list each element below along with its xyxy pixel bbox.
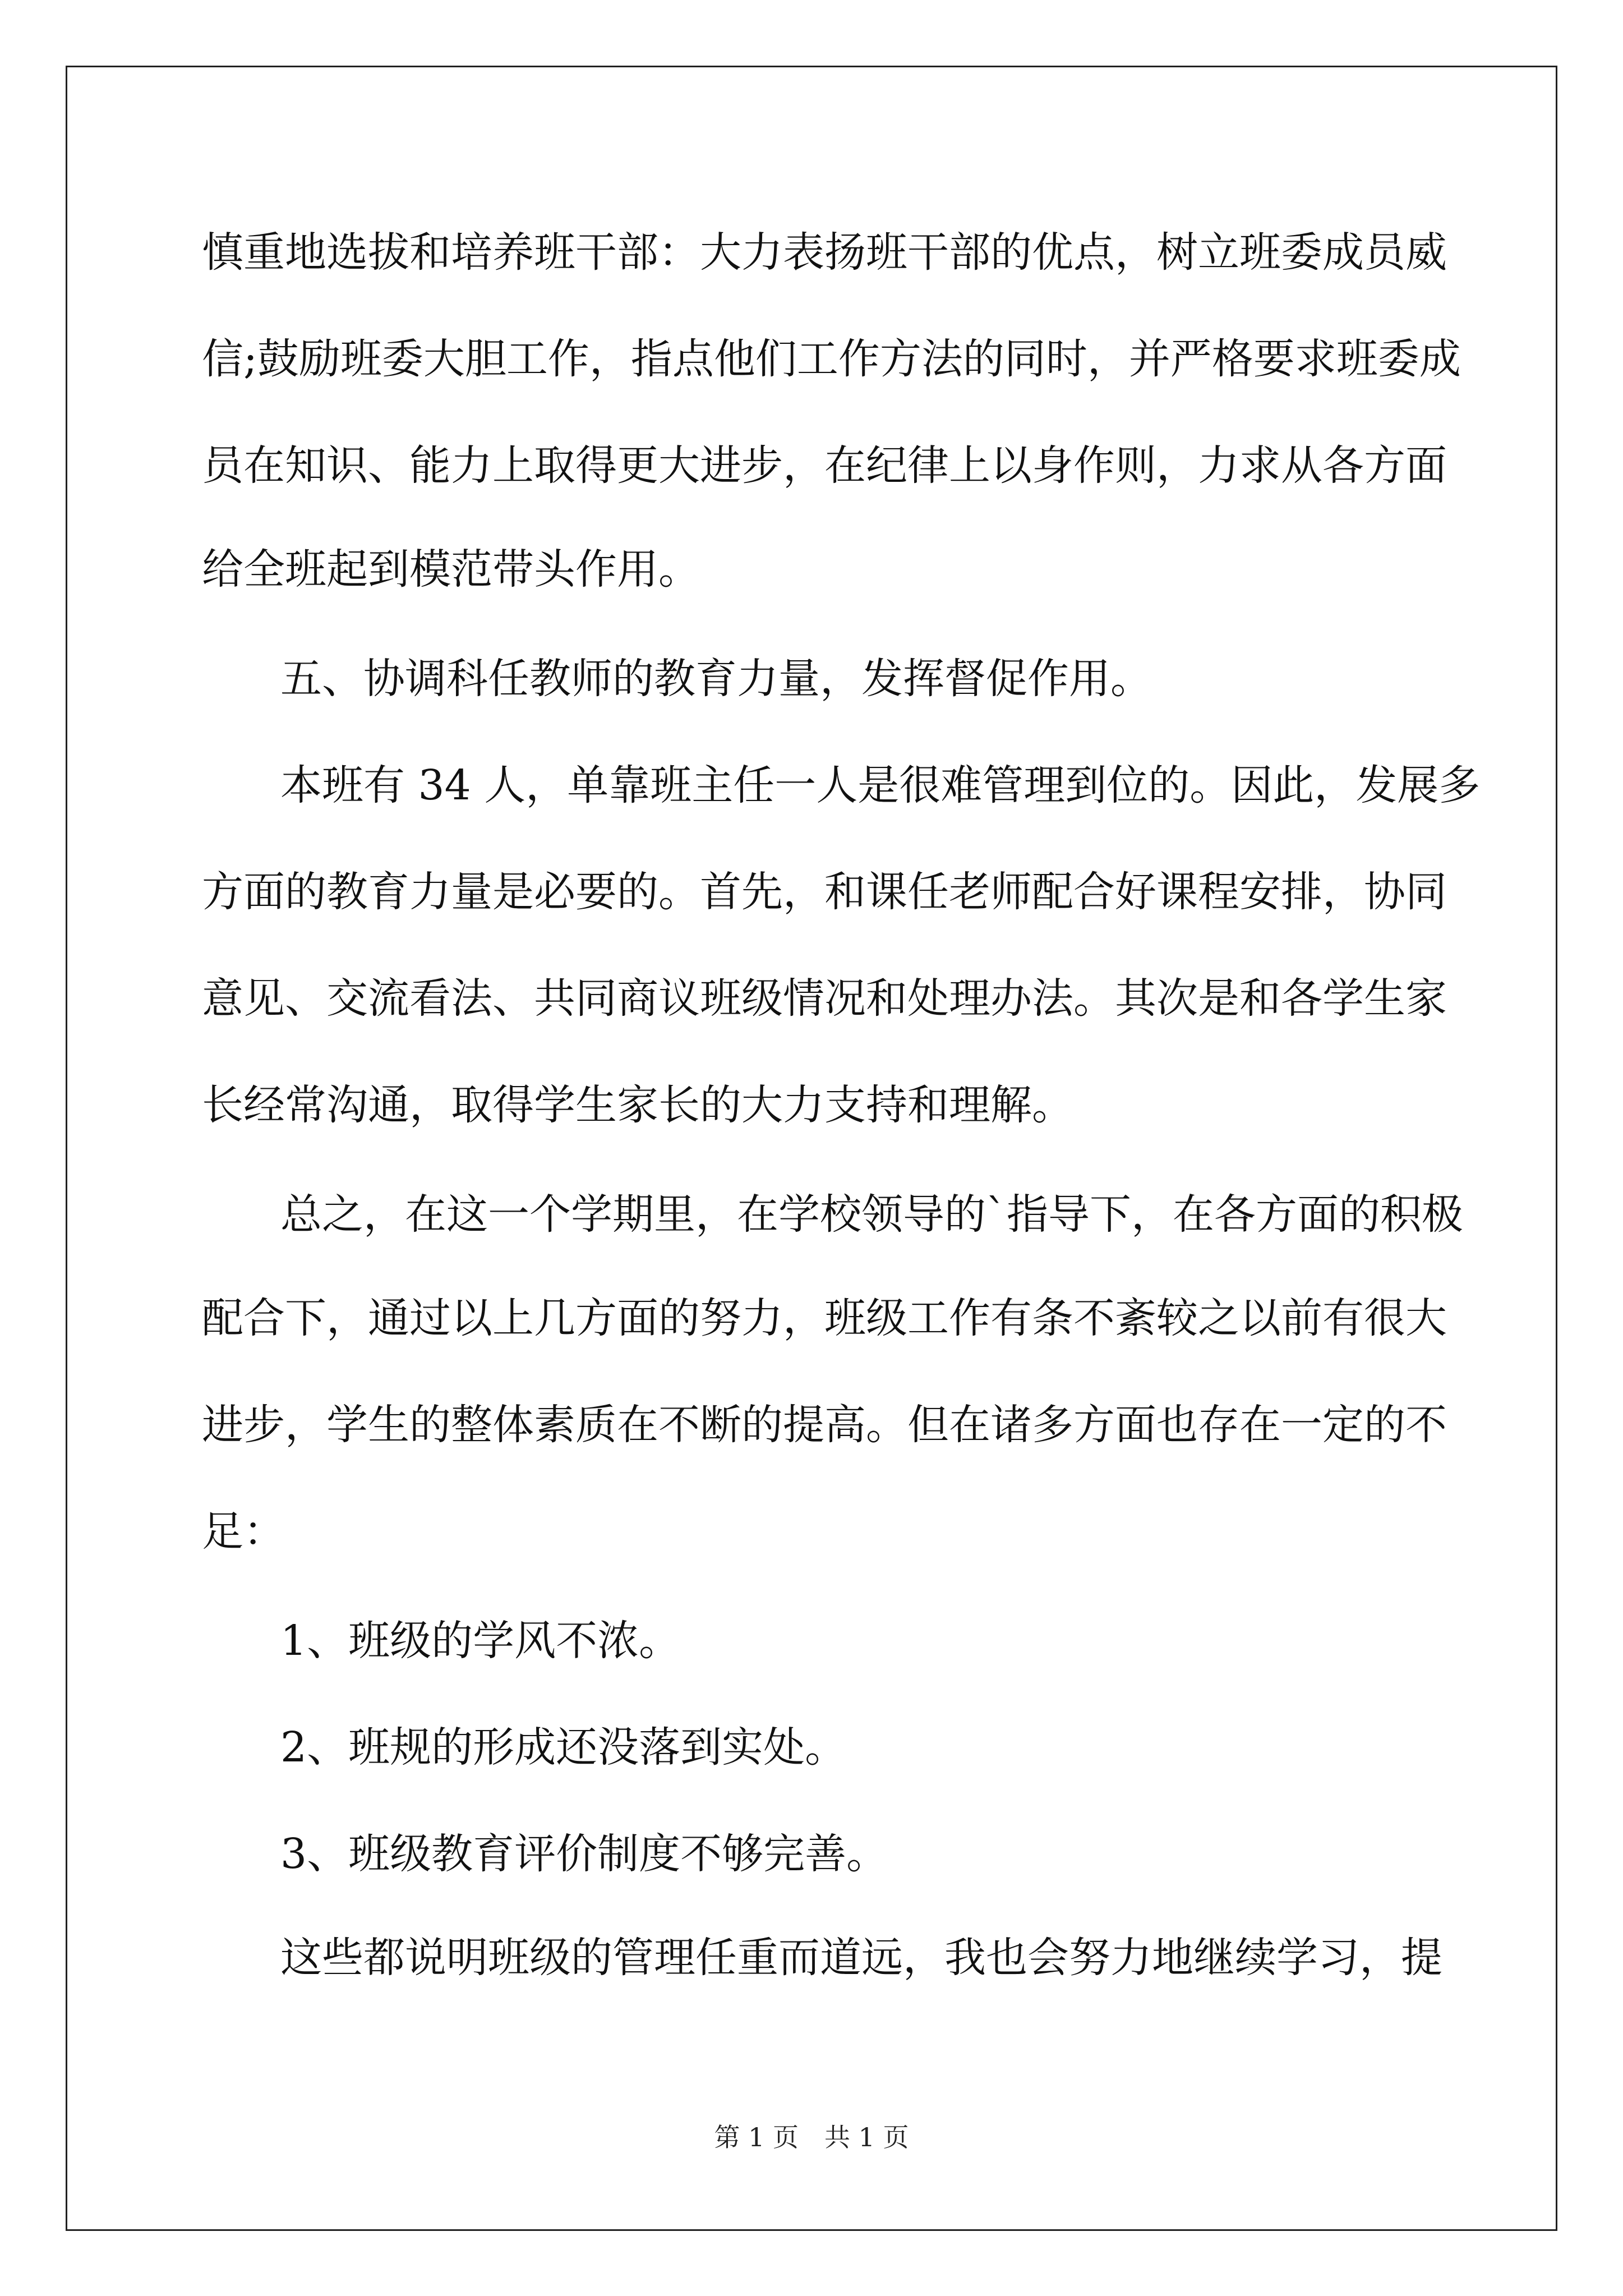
text-line: 这些都说明班级的管理任重而道远，我也会努力地继续学习，提 — [280, 1934, 1442, 1982]
list-item: 3、班级教育评价制度不够完善。 — [280, 1830, 888, 1878]
text-line: 员在知识、能力上取得更大进步，在纪律上以身作则，力求从各方面 — [202, 441, 1447, 490]
page-footer: 第 1 页 共 1 页 — [714, 2122, 909, 2152]
text-line: 进步，学生的整体素质在不断的提高。但在诸多方面也存在一定的不 — [202, 1401, 1447, 1449]
list-item: 2、班规的形成还没落到实处。 — [280, 1723, 847, 1772]
text-line: 给全班起到模范带头作用。 — [202, 545, 700, 593]
section-heading: 五、协调科任教师的教育力量，发挥督促作用。 — [280, 655, 1152, 703]
text-line: 足： — [202, 1507, 285, 1556]
text-line: 总之，在这一个学期里，在学校领导的`指导下，在各方面的积极 — [280, 1190, 1463, 1239]
list-item: 1、班级的学风不浓。 — [280, 1617, 681, 1665]
text-line: 信;鼓励班委大胆工作，指点他们工作方法的同时，并严格要求班委成 — [202, 335, 1461, 383]
text-line: 长经常沟通，取得学生家长的大力支持和理解。 — [202, 1081, 1073, 1129]
text-line: 方面的教育力量是必要的。首先，和课任老师配合好课程安排，协同 — [202, 868, 1447, 916]
text-line: 慎重地选拔和培养班干部：大力表扬班干部的优点，树立班委成员威 — [202, 228, 1447, 277]
text-line: 意见、交流看法、共同商议班级情况和处理办法。其次是和各学生家 — [202, 974, 1447, 1023]
text-line: 配合下，通过以上几方面的努力，班级工作有条不紊较之以前有很大 — [202, 1294, 1447, 1342]
page-border — [66, 66, 1557, 2231]
text-line: 本班有 34 人，单靠班主任一人是很难管理到位的。因此，发展多 — [280, 761, 1481, 809]
